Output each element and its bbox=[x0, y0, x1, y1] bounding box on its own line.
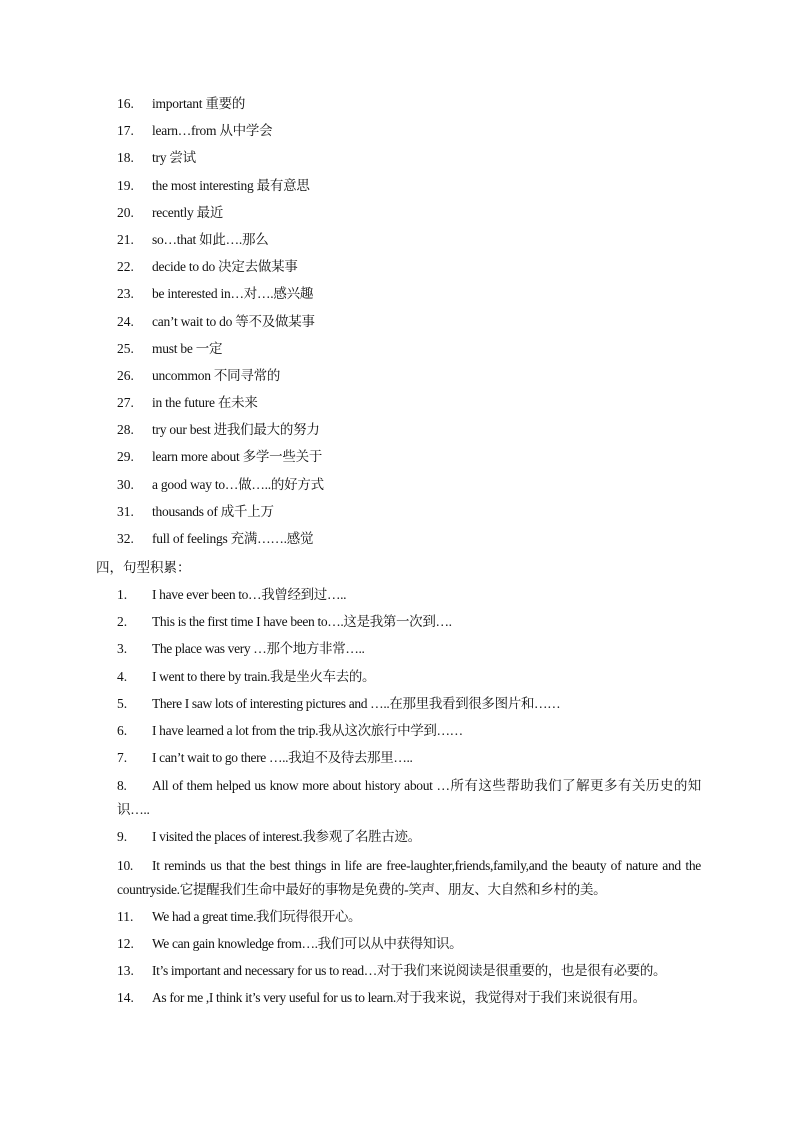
item-text: I have ever been to…我曾经到过….. bbox=[152, 587, 347, 602]
list-item bbox=[0, 611, 794, 638]
item-text: a good way to…做…..的好方式 bbox=[152, 476, 324, 492]
item-number: 19. bbox=[117, 177, 134, 193]
item-text: the most interesting 最有意思 bbox=[152, 177, 310, 193]
item-text: in the future 在未来 bbox=[152, 395, 258, 411]
item-text: try our best 进我们最大的努力 bbox=[152, 422, 320, 438]
item-number: 12. bbox=[117, 935, 134, 951]
wrapped-paragraph bbox=[117, 854, 701, 902]
item-number: 4. bbox=[117, 668, 128, 684]
item-text: I visited the places of interest.我参观了名胜古迹。 bbox=[152, 829, 421, 845]
item-number: 16. bbox=[117, 96, 134, 111]
item-text: There I saw lots of interesting pictures and …..在那里我看到很多图片和…… bbox=[152, 695, 561, 711]
item-text: so…that 如此….那么 bbox=[152, 231, 269, 247]
item-number: 7. bbox=[117, 750, 128, 766]
item-number: 21. bbox=[117, 231, 134, 247]
list-item bbox=[0, 693, 794, 720]
list-item bbox=[0, 202, 794, 229]
item-text: As for me ,I think it’s very useful for us to learn.对于我来说，我觉得对于我们来说很有用。 bbox=[152, 990, 646, 1006]
list-item bbox=[0, 147, 794, 174]
item-text: I went to there by train.我是坐火车去的。 bbox=[152, 668, 376, 684]
item-number: 27. bbox=[117, 395, 134, 411]
item-text: The place was very …那个地方非常….. bbox=[152, 641, 365, 657]
item-number: 1. bbox=[117, 587, 128, 602]
list-item bbox=[0, 906, 794, 933]
list-item bbox=[0, 474, 794, 501]
list-item bbox=[0, 501, 794, 528]
list-item bbox=[0, 747, 794, 774]
list-item bbox=[0, 392, 794, 419]
item-number: 32. bbox=[117, 531, 134, 546]
list-item bbox=[0, 528, 794, 555]
item-number: 11. bbox=[117, 908, 134, 924]
sentence-list bbox=[0, 584, 794, 1014]
item-number: 29. bbox=[117, 449, 134, 465]
item-number: 30. bbox=[117, 476, 134, 492]
item-text: must be 一定 bbox=[152, 340, 223, 356]
item-text: full of feelings 充满…….感觉 bbox=[152, 531, 314, 546]
item-number: 10. bbox=[117, 857, 133, 873]
item-number: 20. bbox=[117, 204, 134, 220]
list-item bbox=[0, 446, 794, 473]
list-item bbox=[0, 987, 794, 1014]
item-number: 24. bbox=[117, 313, 134, 329]
wrapped-paragraph bbox=[117, 774, 701, 822]
item-number: 3. bbox=[117, 641, 128, 657]
item-number: 22. bbox=[117, 259, 134, 275]
item-number: 5. bbox=[117, 695, 128, 711]
item-number: 13. bbox=[117, 962, 134, 978]
list-item bbox=[0, 365, 794, 392]
list-item bbox=[0, 826, 794, 853]
list-item bbox=[0, 584, 794, 611]
item-text: learn more about 多学一些关于 bbox=[152, 449, 323, 465]
list-item bbox=[0, 120, 794, 147]
item-number: 6. bbox=[117, 722, 128, 738]
item-text: learn…from 从中学会 bbox=[152, 123, 273, 139]
item-number: 9. bbox=[117, 829, 128, 845]
item-number: 23. bbox=[117, 286, 134, 302]
item-text: It’s important and necessary for us to read…对于我们来说阅读是很重要的，也是很有必要的。 bbox=[152, 962, 667, 978]
section-heading: 四，句型积累： bbox=[96, 560, 191, 575]
list-item bbox=[0, 774, 794, 826]
item-number: 2. bbox=[117, 614, 128, 630]
item-text: We had a great time.我们玩得很开心。 bbox=[152, 908, 362, 924]
item-text: can’t wait to do 等不及做某事 bbox=[152, 313, 315, 329]
list-item bbox=[0, 93, 794, 120]
item-text: This is the first time I have been to….这是我第一次到…. bbox=[152, 614, 452, 630]
item-text: important 重要的 bbox=[152, 96, 246, 111]
list-item bbox=[0, 283, 794, 310]
list-item bbox=[0, 175, 794, 202]
list-item bbox=[0, 338, 794, 365]
item-number: 28. bbox=[117, 422, 134, 438]
item-text: thousands of 成千上万 bbox=[152, 503, 274, 519]
item-text: All of them helped us know more about history about …所有这些帮助我们了解更多有关历史的知识….. bbox=[117, 778, 701, 818]
item-number: 25. bbox=[117, 340, 134, 356]
list-item bbox=[0, 256, 794, 283]
list-item bbox=[0, 311, 794, 338]
item-text: be interested in…对….感兴趣 bbox=[152, 286, 314, 302]
item-text: try 尝试 bbox=[152, 150, 196, 166]
phrase-list bbox=[0, 93, 794, 555]
item-number: 17. bbox=[117, 123, 134, 139]
list-item bbox=[0, 666, 794, 693]
list-item bbox=[0, 229, 794, 256]
item-number: 31. bbox=[117, 503, 134, 519]
item-number: 14. bbox=[117, 990, 134, 1006]
item-number: 18. bbox=[117, 150, 134, 166]
list-item bbox=[0, 854, 794, 906]
list-item bbox=[0, 638, 794, 665]
list-item bbox=[0, 419, 794, 446]
item-text: I can’t wait to go there …..我迫不及待去那里….. bbox=[152, 750, 413, 766]
item-number: 8. bbox=[117, 778, 127, 794]
list-item bbox=[0, 720, 794, 747]
item-text: It reminds us that the best things in life are free-laughter,friends,family,and the beauty of nature and the countryside.它提醒我们生命中最好的事物是免费的-笑声、朋友、大自然和乡村的美。 bbox=[117, 857, 701, 897]
list-item bbox=[0, 960, 794, 987]
item-text: I have learned a lot from the trip.我从这次旅行中学到…… bbox=[152, 722, 463, 738]
item-text: We can gain knowledge from….我们可以从中获得知识。 bbox=[152, 935, 463, 951]
list-item bbox=[0, 933, 794, 960]
item-text: uncommon 不同寻常的 bbox=[152, 367, 281, 383]
item-text: decide to do 决定去做某事 bbox=[152, 259, 298, 275]
item-text: recently 最近 bbox=[152, 204, 224, 220]
item-number: 26. bbox=[117, 367, 134, 383]
